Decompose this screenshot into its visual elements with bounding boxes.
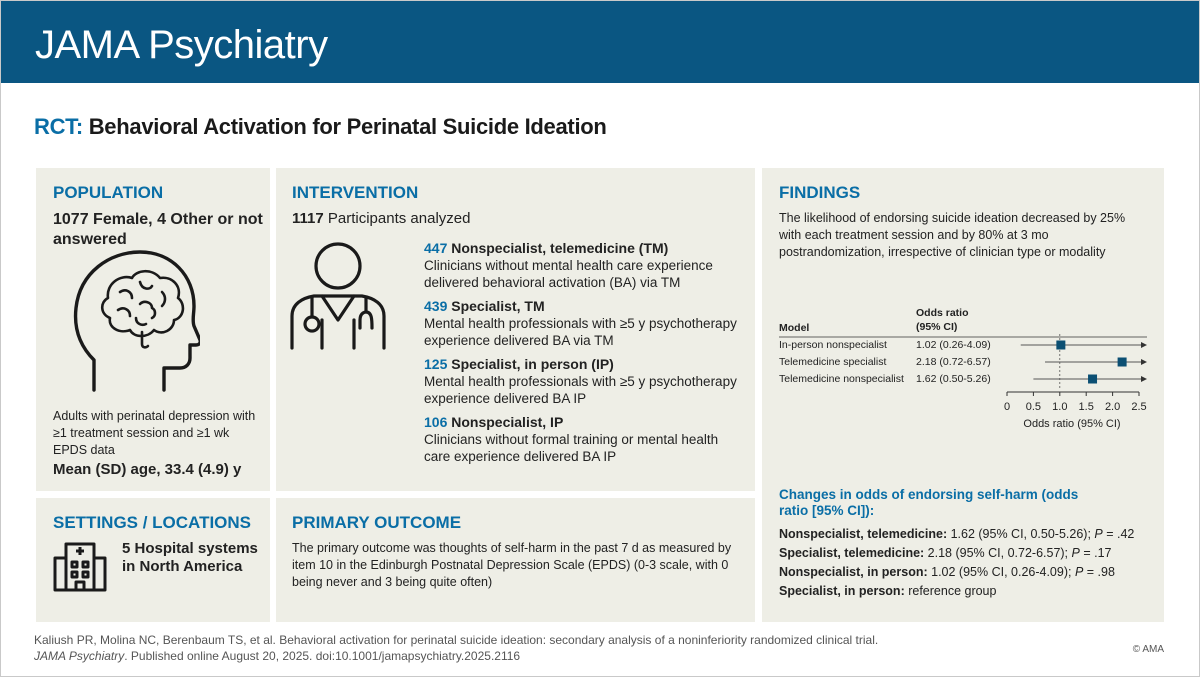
- forest-col-model: Model: [779, 322, 810, 334]
- intervention-heading: INTERVENTION: [292, 183, 419, 202]
- population-description: Adults with perinatal depression with ≥1 treatment session and ≥1 wk EPDS data: [53, 409, 256, 457]
- changes-list: [779, 525, 1164, 601]
- forest-model: In-person nonspecialist: [779, 339, 887, 351]
- arm-description: Clinicians without formal training or mental health care experience delivered BA IP: [424, 432, 719, 464]
- forest-point: [1118, 358, 1127, 367]
- population-panel: [36, 168, 270, 491]
- forest-axis-label: Odds ratio (95% CI): [1023, 418, 1121, 430]
- change-item: Nonspecialist, in person: 1.02 (95% CI, 0.26-4.09); P = .98: [779, 565, 1115, 579]
- change-item: Nonspecialist, telemedicine: 1.62 (95% CI, 0.50-5.26); P = .42: [779, 527, 1135, 541]
- findings-text: The likelihood of endorsing suicide ideation decreased by 25% with each treatment session and by 80% at 3 mo postrandomization, irrespective of clinician type or modality: [779, 211, 1126, 259]
- arm-count: 106: [424, 414, 448, 430]
- citation-journal: JAMA Psychiatry: [34, 649, 125, 663]
- outcome-text: The primary outcome was thoughts of self-harm in the past 7 d as measured by item 10 in the Edinburgh Postnatal Depression Scale (EPDS) (0-3 scale, with 0 being never and 3 being quite often): [292, 541, 732, 589]
- citation-line1: Kaliush PR, Molina NC, Berenbaum TS, et al. Behavioral activation for perinatal suicide ideation: secondary analysis of a noninferiority randomized clinical trial.: [34, 633, 879, 647]
- settings-panel: [36, 498, 270, 622]
- forest-model: Telemedicine nonspecialist: [779, 373, 904, 385]
- arm-label: Nonspecialist, telemedicine (TM): [447, 240, 669, 256]
- participants-label: Participants analyzed: [323, 210, 471, 227]
- arm-label: Specialist, TM: [447, 298, 545, 314]
- findings-panel: [762, 168, 1164, 622]
- arm-label: Specialist, in person (IP): [447, 356, 614, 372]
- arm-count: 125: [424, 356, 448, 372]
- forest-ci-arrow: [1141, 342, 1147, 348]
- citation: [34, 632, 878, 664]
- intervention-arms: [424, 240, 744, 472]
- forest-ci-arrow: [1141, 359, 1147, 365]
- forest-model: Telemedicine specialist: [779, 356, 887, 368]
- findings-heading: FINDINGS: [779, 183, 861, 202]
- forest-tick-label: 2.0: [1104, 401, 1121, 413]
- changes-heading: Changes in odds of endorsing self-harm (odds ratio [95% CI]):: [779, 487, 1079, 518]
- population-age: Mean (SD) age, 33.4 (4.9) y: [53, 461, 242, 478]
- population-summary: 1077 Female, 4 Other or not answered: [53, 211, 263, 248]
- hospital-building-icon: [52, 540, 108, 592]
- participants-count: 1117: [292, 210, 324, 227]
- forest-plot: [762, 168, 1164, 438]
- outcome-heading: PRIMARY OUTCOME: [292, 513, 462, 532]
- settings-heading: SETTINGS / LOCATIONS: [53, 513, 252, 532]
- change-item: Specialist, in person: reference group: [779, 584, 997, 598]
- change-item: Specialist, telemedicine: 2.18 (95% CI, 0.72-6.57); P = .17: [779, 546, 1112, 560]
- journal-title: JAMA Psychiatry: [35, 23, 328, 67]
- citation-line2: . Published online August 20, 2025. doi:10.1001/jamapsychiatry.2025.2116: [124, 649, 521, 663]
- title-prefix: RCT:: [34, 114, 83, 139]
- page-title: [34, 114, 607, 140]
- population-heading: POPULATION: [53, 183, 164, 202]
- forest-tick-label: 1.5: [1078, 401, 1094, 413]
- forest-tick-label: 0.5: [1025, 401, 1042, 413]
- forest-ci: 1.62 (0.50-5.26): [916, 373, 991, 385]
- arm-description: Mental health professionals with ≥5 y psychotherapy experience delivered BA via TM: [424, 316, 737, 348]
- forest-point: [1056, 341, 1065, 350]
- arm-item: [424, 240, 744, 291]
- arm-description: Clinicians without mental health care experience delivered behavioral activation (BA) via TM: [424, 258, 713, 290]
- arm-item: [424, 414, 744, 465]
- forest-point: [1088, 375, 1097, 384]
- outcome-panel: [276, 498, 755, 622]
- forest-tick-label: 1.0: [1052, 401, 1068, 413]
- arm-count: 447: [424, 240, 448, 256]
- settings-text: 5 Hospital systems in North America: [122, 540, 258, 575]
- arm-item: [424, 298, 744, 349]
- intervention-panel: [276, 168, 755, 491]
- copyright: © AMA: [1132, 644, 1164, 655]
- forest-ci-arrow: [1141, 376, 1147, 382]
- forest-tick-label: 2.5: [1131, 401, 1147, 413]
- arm-description: Mental health professionals with ≥5 y psychotherapy experience delivered BA IP: [424, 374, 737, 406]
- title-text: Behavioral Activation for Perinatal Suicide Ideation: [82, 114, 607, 139]
- forest-ci: 2.18 (0.72-6.57): [916, 356, 991, 368]
- journal-header: [1, 1, 1199, 83]
- arm-item: [424, 356, 744, 407]
- forest-col-or: Odds ratio (95% CI): [916, 307, 969, 333]
- participants-analyzed: [292, 210, 470, 227]
- arm-label: Nonspecialist, IP: [447, 414, 564, 430]
- clinician-icon: [288, 240, 388, 352]
- head-brain-icon: [70, 248, 200, 396]
- forest-tick-label: 0: [1003, 401, 1011, 413]
- forest-ci: 1.02 (0.26-4.09): [916, 339, 991, 351]
- arm-count: 439: [424, 298, 448, 314]
